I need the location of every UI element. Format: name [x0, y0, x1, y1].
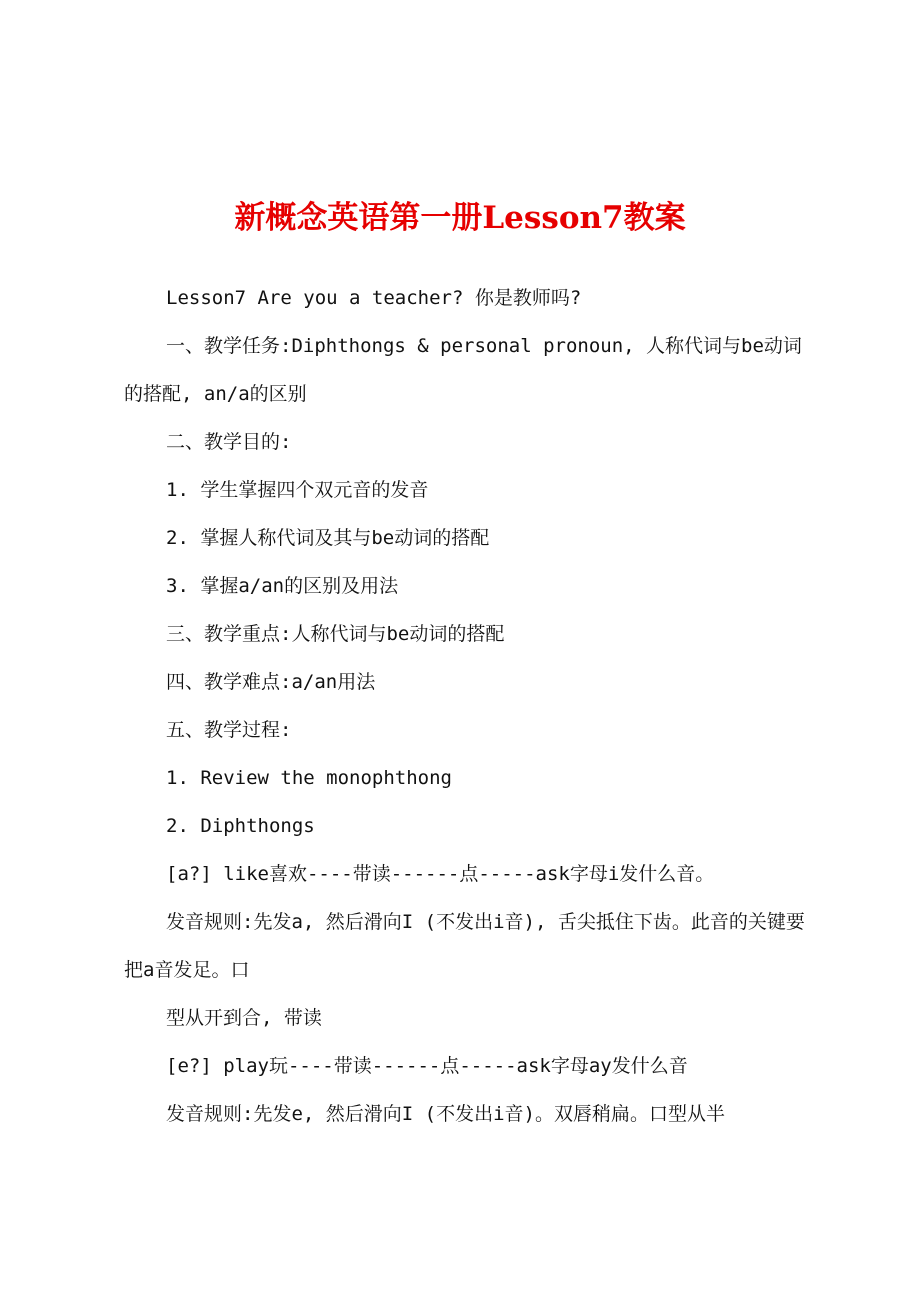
paragraph-diphthong-ai: [a?] like喜欢----带读------点-----ask字母i发什么音。 [166, 863, 715, 885]
paragraph-teaching-goals: 二、教学目的: [166, 431, 292, 453]
paragraph-rule-ai: 发音规则:先发a, 然后滑向I (不发出i音), 舌尖抵住下齿。此音的关键要把a音发足。口 [124, 911, 805, 981]
paragraph-goal-1: 1. 学生掌握四个双元音的发音 [166, 479, 429, 501]
paragraph-rule-ei: 发音规则:先发e, 然后滑向I (不发出i音)。双唇稍扁。口型从半 [166, 1103, 725, 1125]
paragraph-goal-2: 2. 掌握人称代词及其与be动词的搭配 [166, 527, 490, 549]
paragraph-difficult-point: 四、教学难点:a/an用法 [166, 671, 376, 693]
paragraph-diphthong-ei: [e?] play玩----带读------点-----ask字母ay发什么音 [166, 1055, 688, 1077]
paragraph-teaching-process: 五、教学过程: [166, 719, 292, 741]
paragraph-goal-3: 3. 掌握a/an的区别及用法 [166, 575, 399, 597]
paragraph-step-2: 2. Diphthongs [166, 815, 315, 837]
document-title: 新概念英语第一册Lesson7教案 [234, 200, 686, 236]
paragraph-step-1: 1. Review the monophthong [166, 767, 452, 789]
paragraph-rule-ai-continued: 型从开到合, 带读 [166, 1007, 322, 1029]
paragraph-lesson-title: Lesson7 Are you a teacher? 你是教师吗? [166, 287, 582, 309]
document-body [124, 274, 808, 1138]
paragraph-key-point: 三、教学重点:人称代词与be动词的搭配 [166, 623, 505, 645]
paragraph-teaching-task: 一、教学任务:Diphthongs & personal pronoun, 人称代词与be动词的搭配, an/a的区别 [124, 335, 802, 405]
